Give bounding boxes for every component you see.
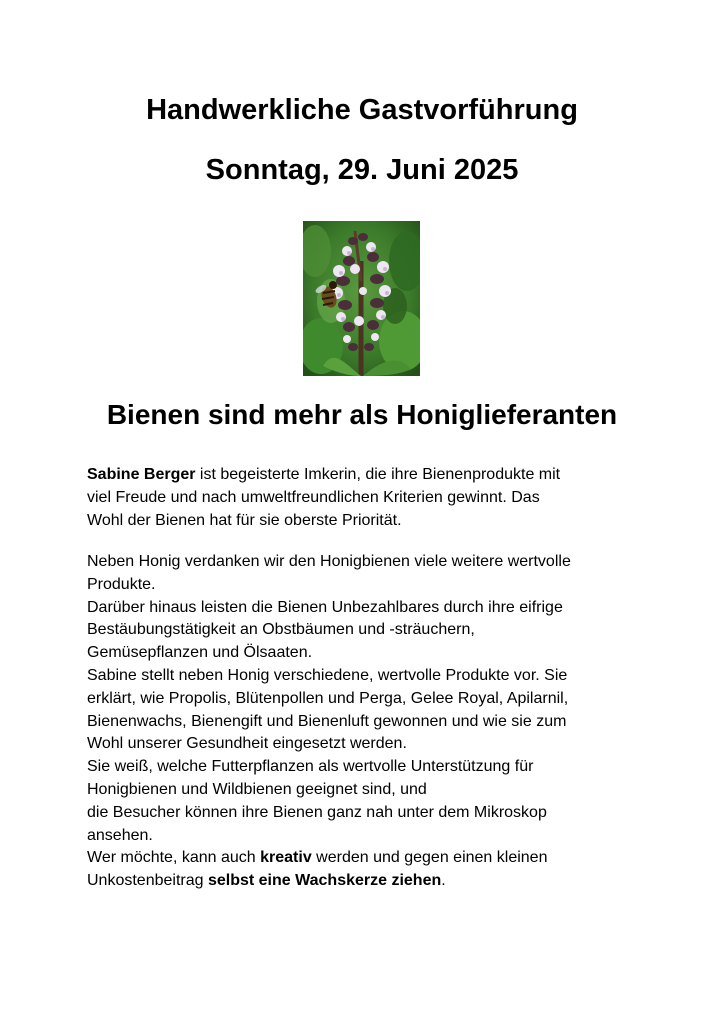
headline: Bienen sind mehr als Honiglieferanten (106, 399, 618, 430)
body-line: Produkte. (87, 575, 156, 593)
emphasis-candle: selbst eine Wachskerze ziehen (207, 872, 442, 890)
intro-line-3: Wohl der Bienen hat für sie oberste Priorität. (87, 511, 402, 529)
event-title: Handwerkliche Gastvorführung (146, 94, 578, 126)
body-line: Honigbienen und Wildbienen geeignet sind, und (87, 780, 427, 798)
event-date: Sonntag, 29. Juni 2025 (205, 154, 519, 186)
body-text-span: Wer möchte, kann auch (87, 849, 261, 867)
description-paragraph (87, 551, 647, 893)
body-line: erklärt, wie Propolis, Blütenpollen und Perga, Gelee Royal, Apilarnil, (87, 689, 569, 707)
intro-paragraph (87, 464, 647, 532)
body-line: Neben Honig verdanken wir den Honigbienen viele weitere wertvolle (87, 553, 571, 570)
person-name: Sabine Berger (87, 466, 196, 483)
body-line: Bestäubungstätigkeit an Obstbäumen und -sträuchern, (87, 621, 475, 639)
body-line: Sabine stellt neben Honig verschiedene, wertvolle Produkte vor. Sie (87, 666, 568, 684)
body-line: die Besucher können ihre Bienen ganz nah unter dem Mikroskop (87, 803, 547, 821)
flower-bee-photo (303, 221, 420, 376)
body-line: ansehen. (87, 826, 153, 844)
body-line: Bienenwachs, Bienengift und Bienenluft gewonnen und wie sie zum (87, 712, 567, 730)
body-line-creative (87, 847, 647, 870)
body-line-candle (87, 870, 647, 893)
intro-line-1-text: ist begeisterte Imkerin, die ihre Bienenprodukte mit (195, 466, 561, 483)
body-text-span: . (441, 872, 446, 890)
flower-bee-illustration (303, 221, 420, 376)
intro-line-2: viel Freude und nach umweltfreundlichen Kriterien gewinnt. Das (87, 488, 540, 506)
body-text-span: werden und gegen einen kleinen (311, 849, 548, 867)
body-line: Sie weiß, welche Futterpflanzen als wertvolle Unterstützung für (87, 758, 534, 776)
body-line: Wohl unserer Gesundheit eingesetzt werden. (87, 735, 407, 753)
emphasis-creative: kreativ (260, 849, 312, 867)
body-line: Darüber hinaus leisten die Bienen Unbezahlbares durch ihre eifrige (87, 598, 563, 616)
body-text-span: Unkostenbeitrag (87, 872, 208, 890)
intro-line-1 (87, 464, 647, 487)
body-line: Gemüsepflanzen und Ölsaaten. (87, 644, 313, 662)
